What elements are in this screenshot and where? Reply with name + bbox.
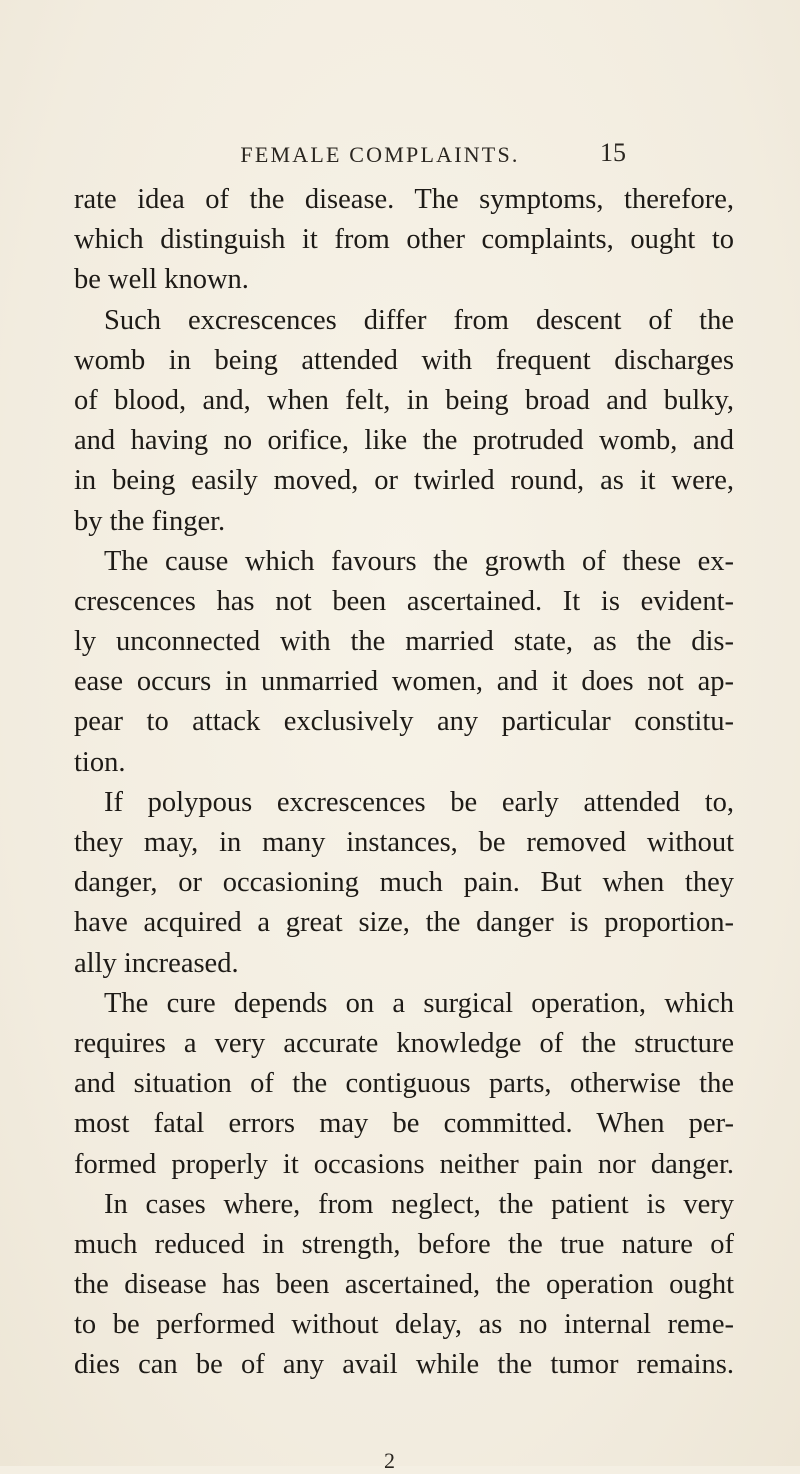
- text-line: ease occurs in unmarried women, and it does not ap-: [74, 666, 734, 698]
- text-line: of blood, and, when felt, in being broad and bulky,: [74, 384, 734, 416]
- body-text: [74, 180, 734, 1386]
- text-line: Such excrescences differ from descent of the: [104, 304, 734, 336]
- text-line: they may, in many instances, be removed without: [74, 827, 734, 858]
- text-line: and having no orifice, like the protruded womb, and: [74, 425, 734, 457]
- text-line: danger, or occasioning much pain. But when they: [74, 867, 734, 899]
- page-number: 15: [600, 138, 626, 167]
- text-line: requires a very accurate knowledge of the structure: [74, 1027, 734, 1059]
- text-line: In cases where, from neglect, the patient is very: [104, 1188, 734, 1220]
- text-line: womb in being attended with frequent discharges: [74, 344, 734, 376]
- running-title: FEMALE COMPLAINTS.: [240, 142, 520, 167]
- text-line: and situation of the contiguous parts, otherwise the: [74, 1068, 734, 1100]
- text-line: crescences has not been ascertained. It is evident-: [74, 585, 734, 617]
- text-line: The cause which favours the growth of these ex-: [104, 545, 734, 577]
- text-line: to be performed without delay, as no internal reme-: [74, 1309, 734, 1341]
- text-line: pear to attack exclusively any particular constitu-: [74, 706, 734, 738]
- text-line: most fatal errors may be committed. When per-: [74, 1108, 734, 1140]
- text-line: much reduced in strength, before the true nature of: [74, 1228, 734, 1260]
- text-line: by the finger.: [74, 505, 226, 537]
- text-line: ally increased.: [74, 947, 239, 979]
- text-line: formed properly it occasions neither pain nor danger.: [74, 1148, 734, 1180]
- text-line: rate idea of the disease. The symptoms, therefore,: [74, 184, 734, 215]
- text-line: have acquired a great size, the danger is proportion-: [74, 907, 734, 939]
- text-line: in being easily moved, or twirled round, as it were,: [74, 465, 734, 497]
- text-line: If polypous excrescences be early attended to,: [104, 786, 734, 818]
- text-line: the disease has been ascertained, the operation ought: [74, 1269, 734, 1301]
- signature-mark: 2: [384, 1448, 395, 1473]
- text-line: tion.: [74, 746, 126, 778]
- text-line: dies can be of any avail while the tumor remains.: [74, 1349, 734, 1381]
- text-line: which distinguish it from other complaints, ought to: [74, 224, 734, 256]
- text-line: The cure depends on a surgical operation, which: [104, 987, 734, 1019]
- text-line: be well known.: [74, 264, 249, 296]
- text-line: ly unconnected with the married state, as the dis-: [74, 626, 734, 658]
